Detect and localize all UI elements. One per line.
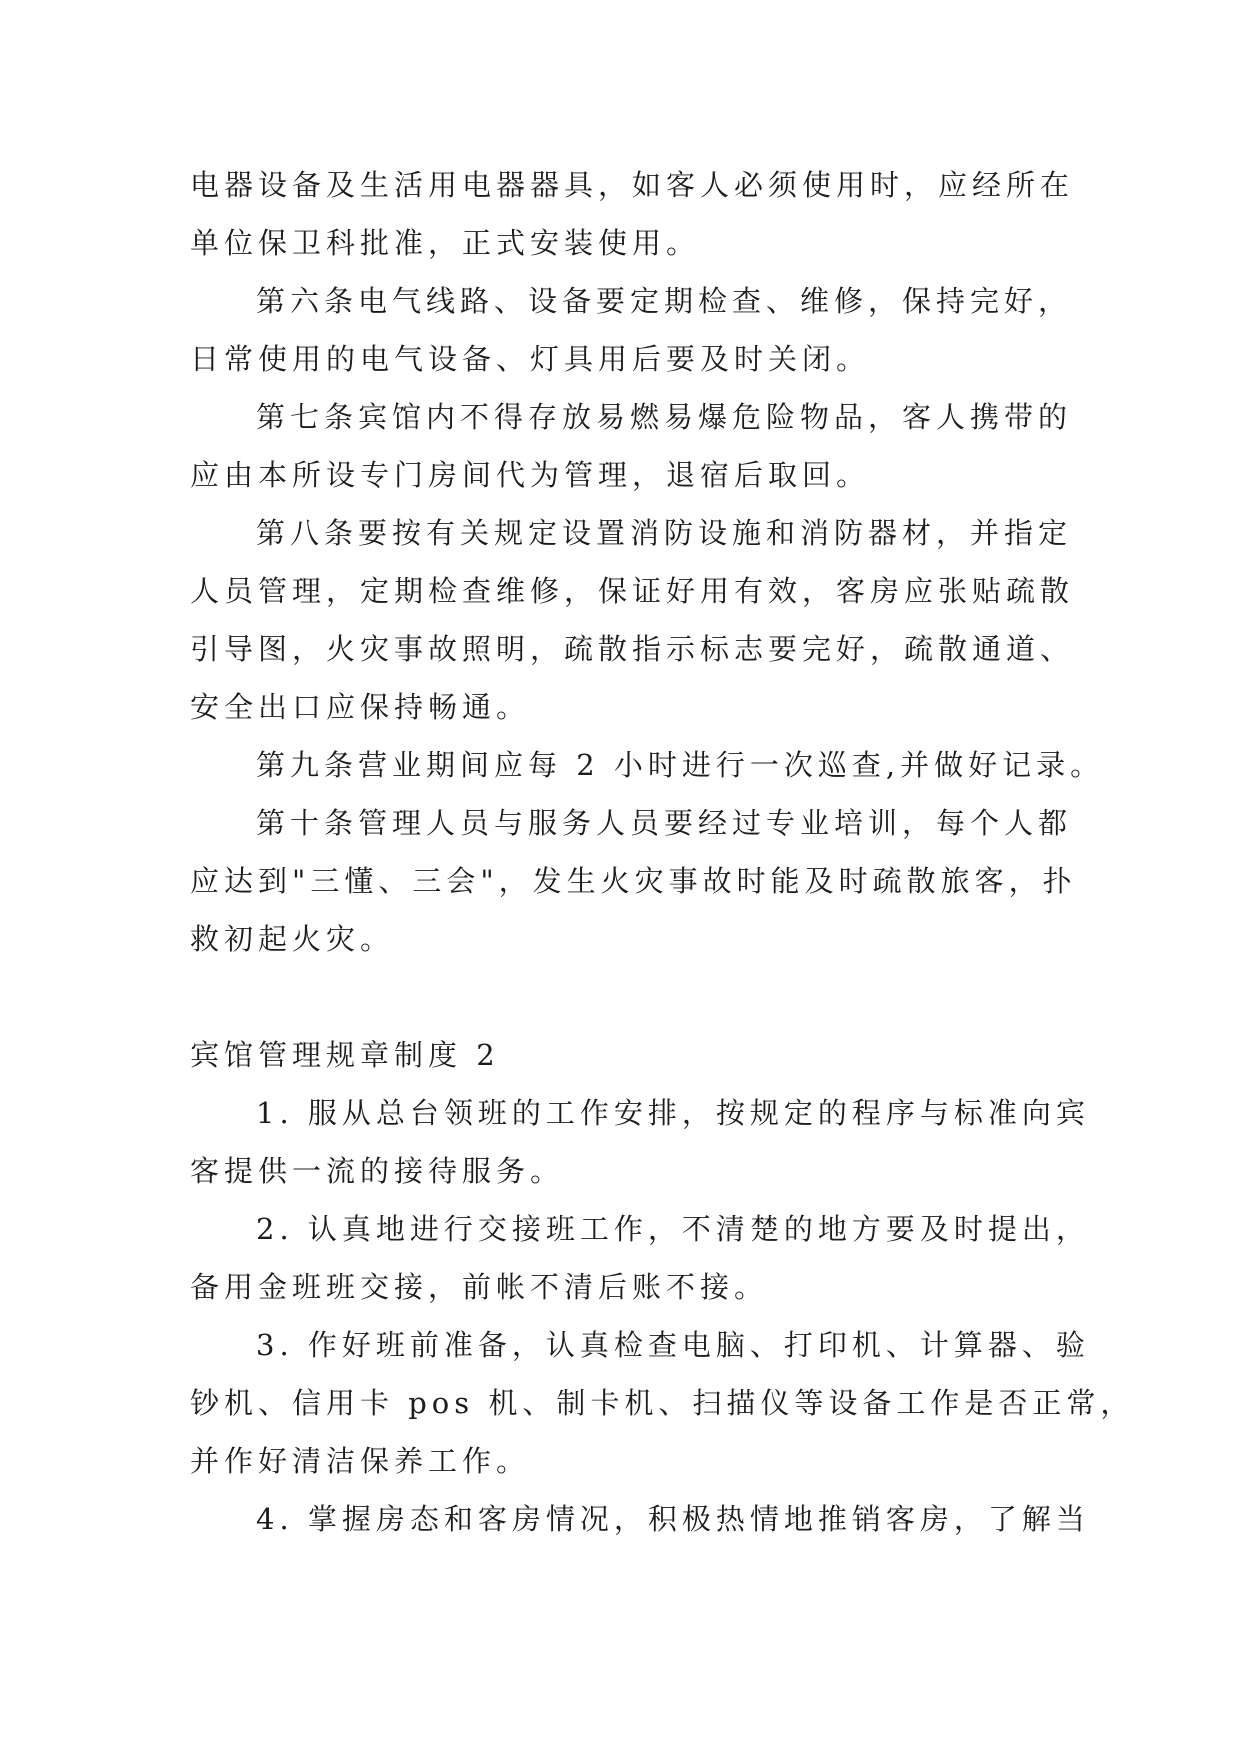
text-line: 钞机、信用卡 pos 机、制卡机、扫描仪等设备工作是否正常， — [190, 1386, 1135, 1420]
text-line: 客提供一流的接待服务。 — [190, 1154, 565, 1188]
paragraph-article-9: 第九条营业期间应每 2 小时进行一次巡查,并做好记录。 — [256, 748, 1105, 782]
paragraph-article-10: 第十条管理人员与服务人员要经过专业培训，每个人都 — [256, 806, 1073, 840]
list-item-3: 3. 作好班前准备，认真检查电脑、打印机、计算器、验 — [256, 1328, 1090, 1362]
list-item-4: 4. 掌握房态和客房情况，积极热情地推销客房，了解当 — [256, 1502, 1090, 1536]
list-item-2: 2. 认真地进行交接班工作，不清楚的地方要及时提出， — [256, 1212, 1090, 1246]
text-line: 并作好清洁保养工作。 — [190, 1444, 531, 1478]
text-line: 日常使用的电气设备、灯具用后要及时关闭。 — [190, 342, 871, 376]
paragraph-article-7: 第七条宾馆内不得存放易燃易爆危险物品，客人携带的 — [256, 400, 1073, 434]
paragraph-article-8: 第八条要按有关规定设置消防设施和消防器材，并指定 — [256, 516, 1073, 550]
paragraph-article-6: 第六条电气线路、设备要定期检查、维修，保持完好， — [256, 284, 1073, 318]
text-line: 安全出口应保持畅通。 — [190, 690, 531, 724]
text-line: 引导图，火灾事故照明，疏散指示标志要完好，疏散通道、 — [190, 632, 1075, 666]
list-item-1: 1. 服从总台领班的工作安排，按规定的程序与标准向宾 — [256, 1096, 1090, 1130]
text-line: 应达到"三懂、三会"，发生火灾事故时能及时疏散旅客，扑 — [190, 864, 1077, 898]
text-line: 人员管理，定期检查维修，保证好用有效，客房应张贴疏散 — [190, 574, 1075, 608]
text-line: 备用金班班交接，前帐不清后账不接。 — [190, 1270, 769, 1304]
text-line: 电器设备及生活用电器器具，如客人必须使用时，应经所在 — [190, 168, 1075, 202]
section-heading: 宾馆管理规章制度 2 — [190, 1038, 500, 1072]
text-line: 救初起火灾。 — [190, 922, 395, 956]
text-line: 应由本所设专门房间代为管理，退宿后取回。 — [190, 458, 871, 492]
text-line: 单位保卫科批准，正式安装使用。 — [190, 226, 701, 260]
